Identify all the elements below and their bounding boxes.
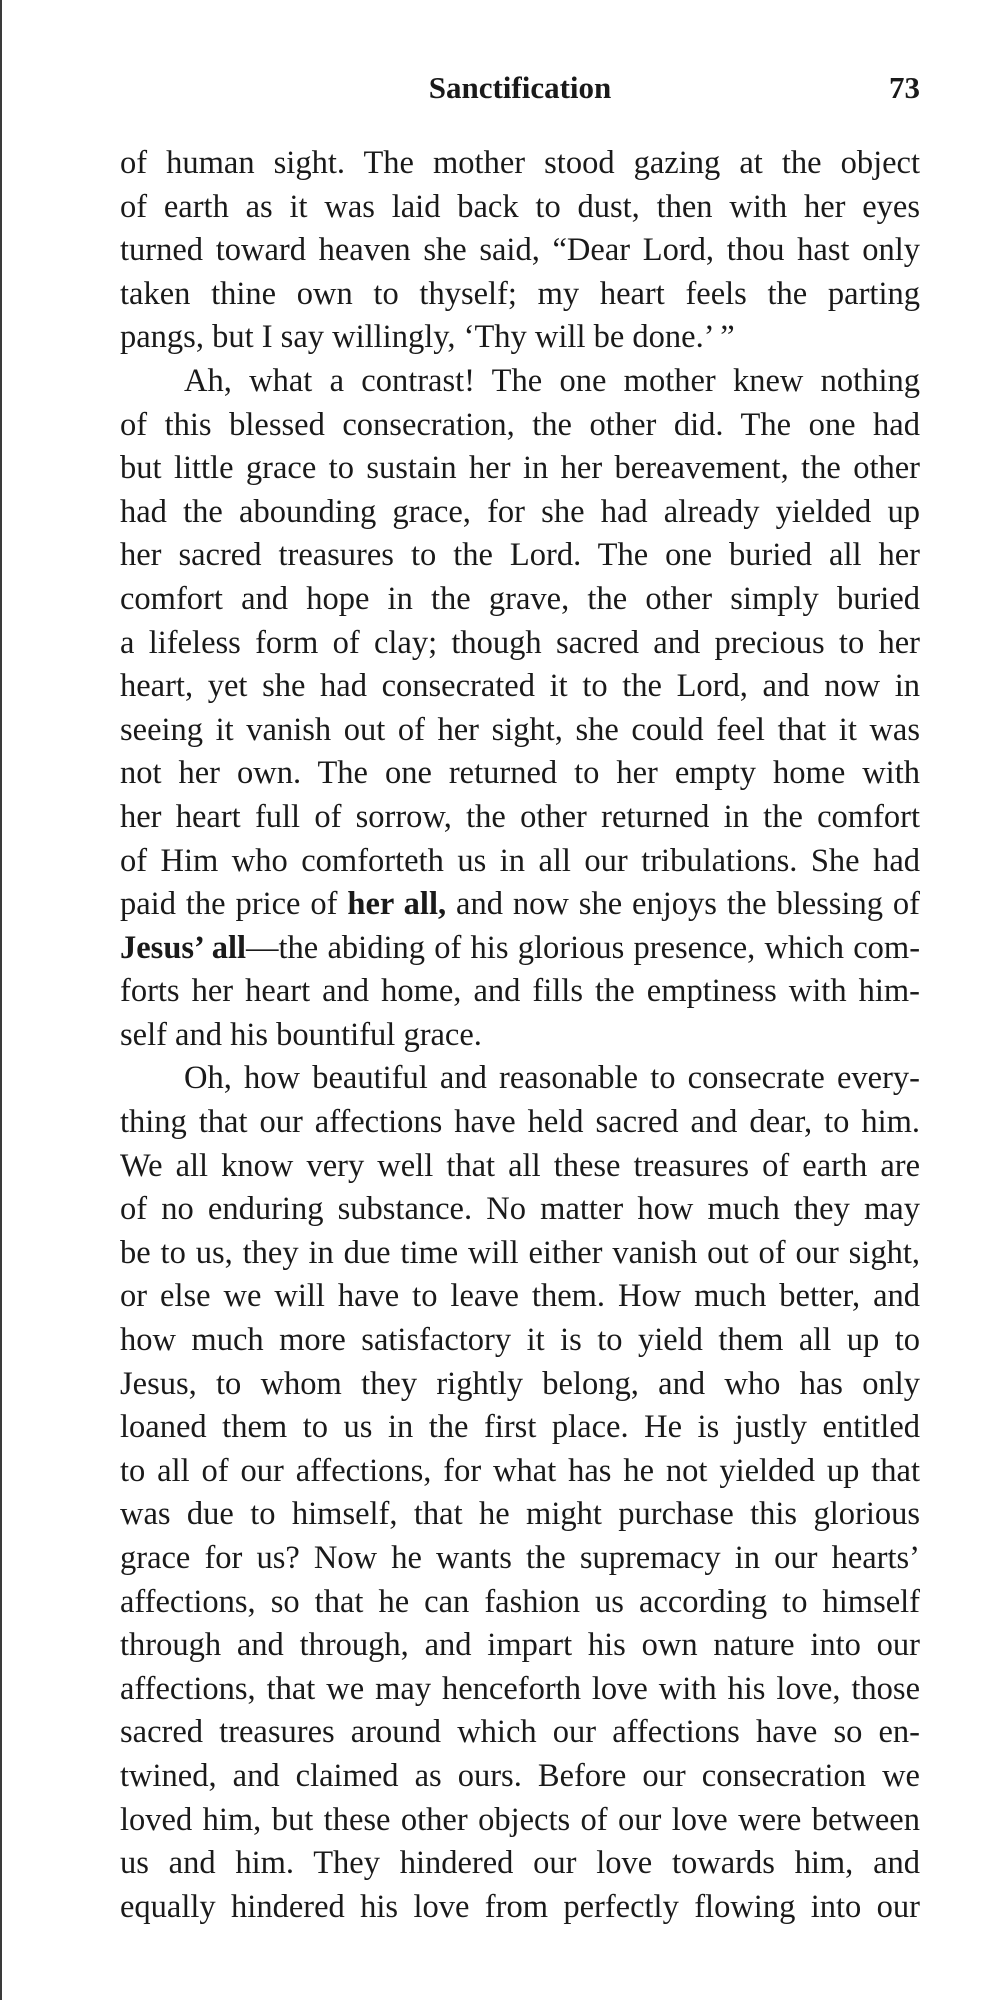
chapter-title: Sanctification <box>428 70 612 105</box>
text-line: heart, yet she had consecrated it to the Lord, and now in <box>120 668 920 705</box>
text-line <box>120 927 920 971</box>
bold-text: Jesus’ all <box>120 929 247 966</box>
paragraph-1 <box>120 142 920 360</box>
text-line: a lifeless form of clay; though sacred and precious to her <box>120 624 920 661</box>
text-line: or else we will have to leave them. How much better, and <box>120 1278 920 1315</box>
text-run: paid the price of <box>120 886 348 923</box>
body-text <box>120 142 920 1929</box>
text-line: of human sight. The mother stood gazing at the object <box>120 145 920 181</box>
text-line: was due to himself, that he might purchase this glorious <box>120 1496 920 1533</box>
running-head <box>120 70 920 130</box>
text-line: self and his bountiful grace. <box>120 1016 482 1053</box>
text-run: —the abiding of his glorious presence, which com- <box>246 929 921 966</box>
text-line: pangs, but I say willingly, ‘Thy will be done.’ ” <box>120 319 735 356</box>
text-line: of this blessed consecration, the other did. The one had <box>120 406 920 443</box>
text-line: equally hindered his love from perfectly flowing into our <box>120 1888 920 1925</box>
text-line: to all of our affections, for what has he not yielded up that <box>120 1452 920 1489</box>
bold-text: her all, <box>347 886 447 923</box>
text-line: of Him who comforteth us in all our tribulations. She had <box>120 842 920 879</box>
text-line: us and him. They hindered our love towards him, and <box>120 1845 920 1882</box>
text-line: not her own. The one returned to her empty home with <box>120 755 920 792</box>
text-line: how much more satisfactory it is to yield them all up to <box>120 1322 920 1359</box>
text-line: but little grace to sustain her in her bereavement, the other <box>120 450 920 487</box>
page-number: 73 <box>889 70 920 105</box>
text-line: through and through, and impart his own nature into our <box>120 1627 920 1664</box>
text-line: loaned them to us in the first place. He is justly entitled <box>120 1409 920 1446</box>
text-run: and now she enjoys the blessing of <box>446 886 920 923</box>
text-line: affections, so that he can fashion us according to himself <box>120 1583 920 1620</box>
text-line: her sacred treasures to the Lord. The one buried all her <box>120 537 920 574</box>
text-line: Oh, how beautiful and reasonable to consecrate every- <box>184 1060 920 1097</box>
text-line: had the abounding grace, for she had already yielded up <box>120 493 920 530</box>
text-line: turned toward heaven she said, “Dear Lord, thou hast only <box>120 232 920 269</box>
text-line: We all know very well that all these treasures of earth are <box>120 1147 920 1184</box>
text-line <box>120 883 920 927</box>
text-line: sacred treasures around which our affections have so en- <box>120 1714 920 1751</box>
text-line: grace for us? Now he wants the supremacy in our hearts’ <box>120 1540 920 1576</box>
text-line: be to us, they in due time will either vanish out of our sight, <box>120 1234 920 1271</box>
text-line: of earth as it was laid back to dust, then with her eyes <box>120 188 920 225</box>
text-line: Jesus, to whom they rightly belong, and who has only <box>120 1365 920 1402</box>
text-line: forts her heart and home, and fills the emptiness with him- <box>120 973 920 1010</box>
text-line: of no enduring substance. No matter how much they may <box>120 1191 920 1228</box>
text-line: taken thine own to thyself; my heart feels the parting <box>120 275 920 312</box>
text-line: her heart full of sorrow, the other returned in the comfort <box>120 798 920 835</box>
text-line: loved him, but these other objects of our love were between <box>120 1801 920 1838</box>
text-line: twined, and claimed as ours. Before our consecration we <box>120 1757 920 1794</box>
page-edge <box>0 0 2 2000</box>
paragraph-2 <box>120 360 920 1058</box>
text-line: seeing it vanish out of her sight, she could feel that it was <box>120 711 920 748</box>
text-line: affections, that we may henceforth love with his love, those <box>120 1670 920 1707</box>
text-line: Ah, what a contrast! The one mother knew nothing <box>184 362 920 399</box>
paragraph-3 <box>120 1057 920 1929</box>
text-line: comfort and hope in the grave, the other simply buried <box>120 580 920 617</box>
text-line: thing that our affections have held sacred and dear, to him. <box>120 1104 920 1141</box>
